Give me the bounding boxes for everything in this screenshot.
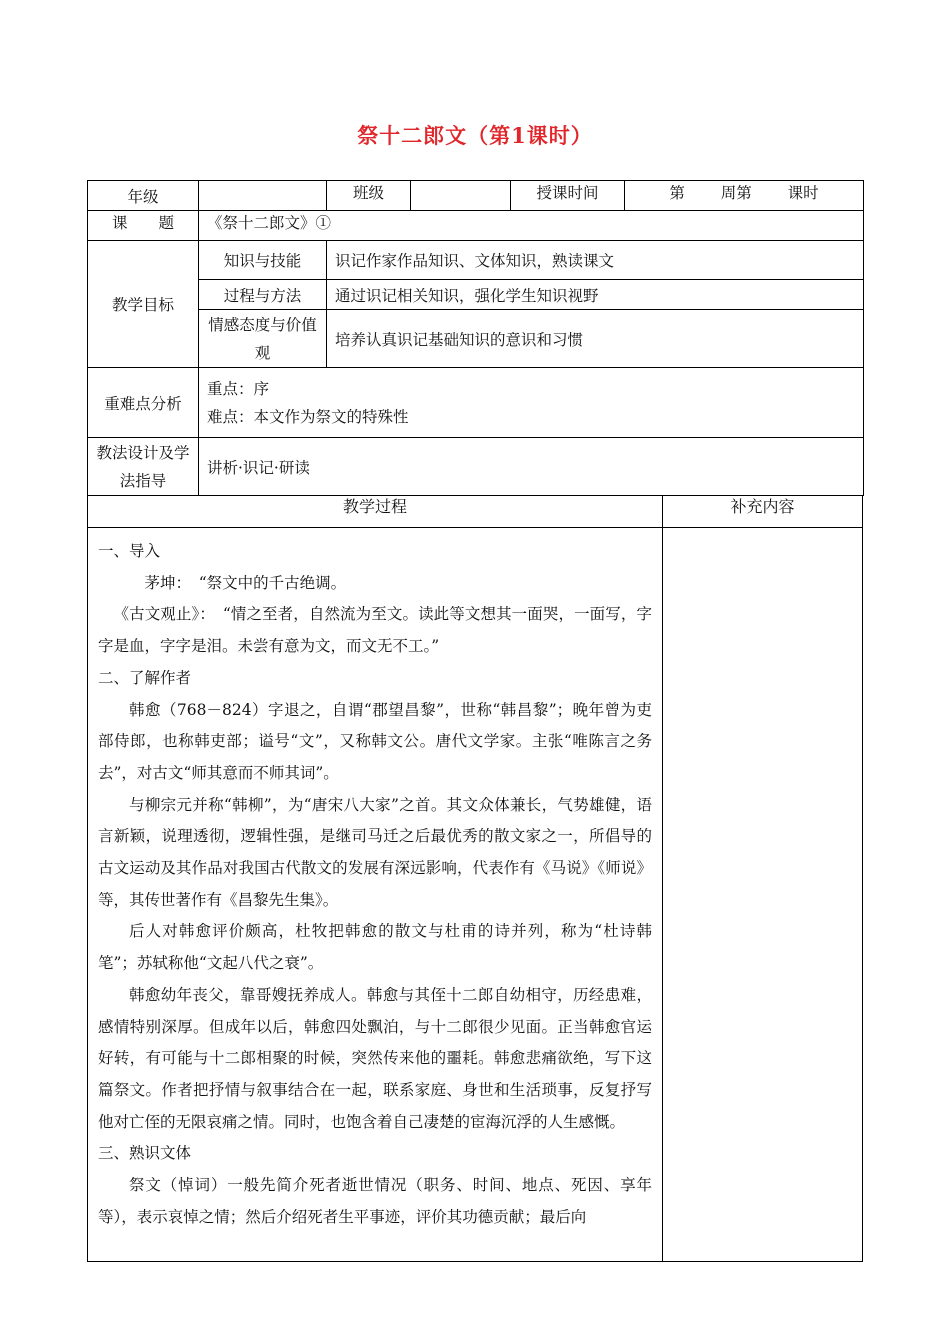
body-paragraph: 后人对韩愈评价颇高，杜牧把韩愈的散文与杜甫的诗并列，称为“杜诗韩笔”；苏轼称他“文起八代之衰”。 [98,922,652,973]
lesson-plan-table [87,180,863,1262]
goal-text-knowledge: 识记作家作品知识、文体知识，熟读课文 [327,241,864,280]
goal-name-process: 过程与方法 [199,280,327,310]
quote-paragraph: 《古文观止》： “情之至者，自然流为至文。读此等文想其一面哭，一面写，字字是血，字字是泪。未尝有意为文，而文无不工。” [98,605,652,656]
focus-difficulty: 难点：本文作为祭文的特殊性 [207,407,409,426]
body-paragraph: 韩愈幼年丧父，靠哥嫂抚养成人。韩愈与其侄十二郎自幼相守，历经患难，感情特别深厚。但成年以后，韩愈四处飘泊，与十二郎很少见面。正当韩愈官运好转，有可能与十二郎相聚的时候，突然传来他的噩耗。韩愈悲痛欲绝，写下这篇祭文。作者把抒情与叙事结合在一起，联系家庭、身世和生活琐事，反复抒写他对亡侄的无限哀痛之情。同时，也饱含着自己凄楚的宦海沉浮的人生感慨。 [98,985,652,1131]
quote-paragraph: 茅坤： “祭文中的千古绝调。 [144,573,347,592]
time-label: 授课时间 [511,181,625,211]
grade-label: 年级 [88,181,199,211]
topic-label: 课 题 [88,211,199,241]
process-content [98,536,652,1260]
method-label: 教法设计及学法指导 [88,438,199,496]
section-heading: 一、导入 [98,542,161,560]
info-table [87,180,864,496]
goal-text-process: 通过识记相关知识，强化学生知识视野 [327,280,864,310]
process-header-row [88,496,862,528]
class-field[interactable] [411,181,511,211]
goals-label: 教学目标 [88,241,199,368]
time-field[interactable]: 第 周第 课时 [625,181,864,211]
body-paragraph: 与柳宗元并称“韩柳”，为“唐宋八大家”之首。其文众体兼长，气势雄健，语言新颖，说理透彻，逻辑性强，是继司马迁之后最优秀的散文家之一，所倡导的古文运动及其作品对我国古代散文的发展有深远影响，代表作有《马说》《师说》等，其传世著作有《昌黎先生集》。 [98,795,652,909]
class-label: 班级 [327,181,411,211]
goal-text-attitude: 培养认真识记基础知识的意识和习惯 [327,310,864,368]
page-title: 祭十二郎文（第1课时） [357,123,593,148]
body-paragraph: 韩愈（768－824）字退之，自谓“郡望昌黎”，世称“韩昌黎”；晚年曾为吏部侍郎，也称韩吏部；谥号“文”，又称韩文公。唐代文学家。主张“唯陈言之务去”，对古文“师其意而不师其词”。 [98,700,652,782]
column-divider [662,527,663,1261]
teaching-process-section [87,495,863,1262]
grade-field[interactable] [199,181,327,211]
body-paragraph: 祭文（悼词）一般先简介死者逝世情况（职务、时间、地点、死因、享年等），表示哀悼之情；然后介绍死者生平事迹，评价其功德贡献；最后向 [98,1176,652,1226]
goal-name-attitude: 情感态度与价值观 [199,310,327,368]
focus-key: 重点：序 [207,379,270,398]
method-text: 讲析·识记·研读 [199,438,864,496]
section-heading: 二、了解作者 [98,668,192,687]
focus-label: 重难点分析 [88,368,199,438]
goal-name-knowledge: 知识与技能 [199,241,327,280]
section-heading: 三、熟识文体 [98,1144,192,1163]
focus-cell [199,368,864,438]
supplement-header: 补充内容 [730,497,795,516]
topic-value: 《祭十二郎文》① [199,211,864,241]
process-header: 教学过程 [88,496,663,527]
